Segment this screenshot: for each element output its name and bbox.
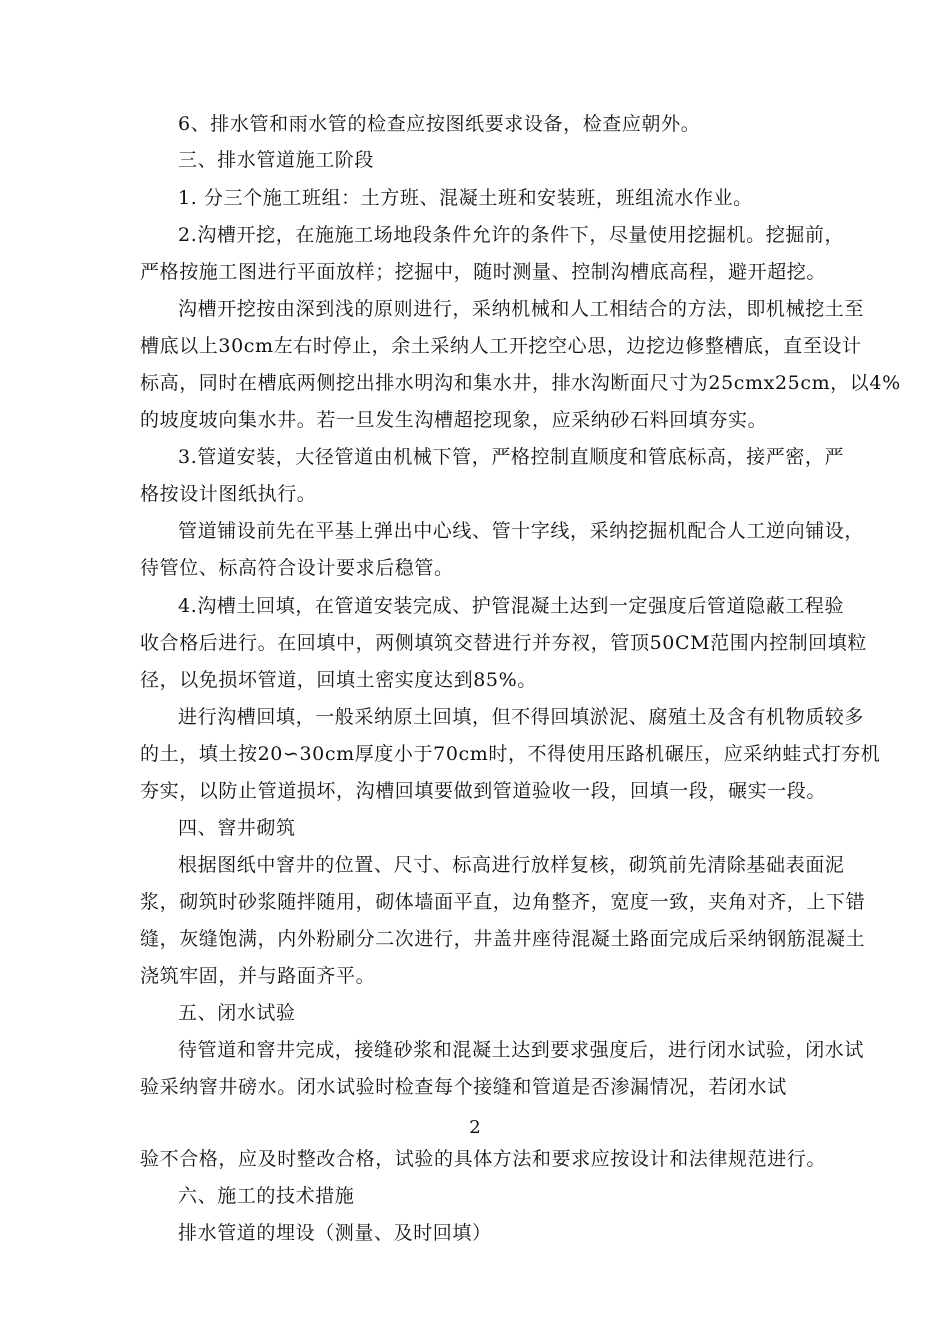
- paragraph-line: 6、排水管和雨水管的检查应按图纸要求设备，检查应朝外。: [178, 113, 701, 135]
- paragraph-line: 格按设计图纸执行。: [140, 483, 317, 505]
- paragraph-line: 3.管道安装，大径管道由机械下管，严格控制直顺度和管底标高，接严密，严: [178, 446, 845, 468]
- section-heading: 四、窨井砌筑: [178, 817, 296, 839]
- paragraph-line: 缝，灰缝饱满，内外粉刷分二次进行，井盖井座待混凝土路面完成后采纳钢筋混凝土: [140, 928, 866, 950]
- paragraph-line: 验采纳窨井磅水。闭水试验时检查每个接缝和管道是否渗漏情况，若闭水试: [140, 1076, 787, 1098]
- paragraph-line: 标高，同时在槽底两侧挖出排水明沟和集水井，排水沟断面尺寸为25cmx25cm，以4%: [140, 372, 901, 394]
- paragraph-line: 夯实，以防止管道损坏，沟槽回填要做到管道验收一段，回填一段，碾实一段。: [140, 780, 827, 802]
- paragraph-line: 待管道和窨井完成，接缝砂浆和混凝土达到要求强度后，进行闭水试验，闭水试: [178, 1039, 865, 1061]
- paragraph-line: 2.沟槽开挖，在施施工场地段条件允许的条件下，尽量使用挖掘机。挖掘前，: [178, 224, 845, 246]
- section-heading: 三、排水管道施工阶段: [178, 149, 375, 171]
- paragraph-line: 收合格后进行。在回填中，两侧填筑交替进行并夯衩，管顶50CM范围内控制回填粒: [140, 632, 867, 654]
- paragraph-line: 浇筑牢固，并与路面齐平。: [140, 965, 376, 987]
- paragraph-line: 进行沟槽回填，一般采纳原土回填，但不得回填淤泥、腐殖土及含有机物质较多: [178, 706, 865, 728]
- paragraph-line: 1. 分三个施工班组：土方班、混凝土班和安装班，班组流水作业。: [178, 187, 753, 209]
- section-heading: 六、施工的技术措施: [178, 1185, 355, 1207]
- paragraph-line: 槽底以上30cm左右时停止，余土采纳人工开挖空心思，边挖边修整槽底，直至设计: [140, 335, 862, 357]
- paragraph-line: 径，以免损坏管道，回填土密实度达到85%。: [140, 669, 537, 691]
- paragraph-line: 浆，砌筑时砂浆随拌随用，砌体墙面平直，边角整齐，宽度一致，夹角对齐，上下错: [140, 891, 866, 913]
- paragraph-line: 待管位、标高符合设计要求后稳管。: [140, 557, 454, 579]
- page-number: 2: [469, 1117, 481, 1138]
- paragraph-line: 管道铺设前先在平基上弹出中心线、管十字线，采纳挖掘机配合人工逆向铺设，: [178, 520, 865, 542]
- paragraph-line: 的坡度坡向集水井。若一旦发生沟槽超挖现象，应采纳砂石料回填夯实。: [140, 409, 768, 431]
- paragraph-line: 的土，填土按20∽30cm厚度小于70cm时，不得使用压路机碾压，应采纳蛙式打夯机: [140, 743, 881, 765]
- paragraph-line: 验不合格，应及时整改合格，试验的具体方法和要求应按设计和法律规范进行。: [140, 1148, 827, 1170]
- section-heading: 五、闭水试验: [178, 1002, 296, 1024]
- paragraph-line: 沟槽开挖按由深到浅的原则进行，采纳机械和人工相结合的方法，即机械挖土至: [178, 298, 865, 320]
- paragraph-line: 根据图纸中窨井的位置、尺寸、标高进行放样复核，砌筑前先清除基础表面泥: [178, 854, 845, 876]
- paragraph-line: 严格按施工图进行平面放样；挖掘中，随时测量、控制沟槽底高程，避开超挖。: [140, 261, 827, 283]
- paragraph-line: 4.沟槽土回填，在管道安装完成、护管混凝土达到一定强度后管道隐蔽工程验: [178, 595, 845, 617]
- paragraph-line: 排水管道的埋设（测量、及时回填）: [178, 1222, 492, 1244]
